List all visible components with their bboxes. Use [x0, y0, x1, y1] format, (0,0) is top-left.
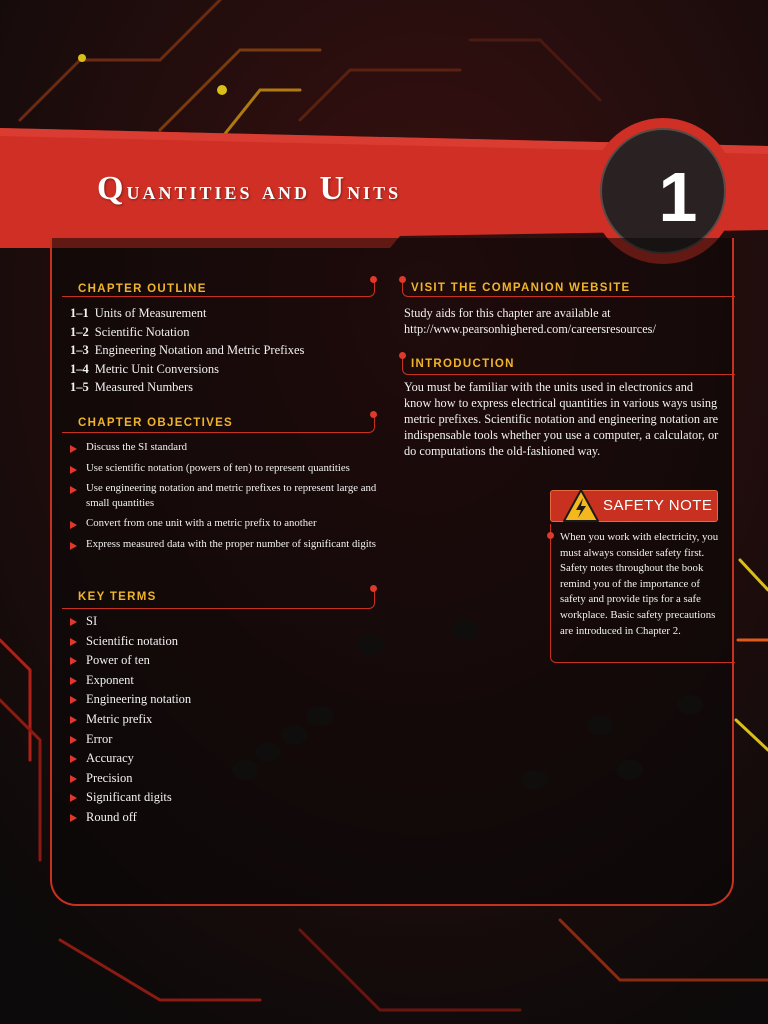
key-term: Accuracy [70, 749, 191, 769]
objective-item: Convert from one unit with a metric prefix to another [70, 516, 380, 531]
website-heading-dot [399, 276, 406, 283]
key-term: Scientific notation [70, 632, 191, 652]
objectives-heading-dot [370, 411, 377, 418]
warning-high-voltage-icon [562, 488, 600, 524]
objectives-heading: CHAPTER OBJECTIVES [78, 417, 234, 429]
outline-item: 1–2 Scientific Notation [70, 324, 190, 339]
outline-item: 1–5 Measured Numbers [70, 380, 193, 394]
safety-note-text: When you work with electricity, you must always consider safety first. Safety notes throughout the book remind you of the importance of safety and provide tips for a safe workplace. Basic safety precautions are introduced in Chapter 2. [560, 531, 719, 637]
key-terms-heading: KEY TERMS [78, 591, 157, 603]
outline-item: 1–1 Units of Measurement [70, 306, 207, 320]
objective-item: Discuss the SI standard [70, 440, 380, 455]
key-terms-list [70, 612, 191, 828]
introduction-text: You must be familiar with the units used in electronics and know how to express electrical quantities in various ways using metric prefixes. Scientific notation and engineering notation are indispensable tools whether you use a computer, a calculator, or do computations the old-fashioned way. [404, 380, 719, 458]
chapter-title: Quantities and Units [97, 170, 402, 207]
key-term: SI [70, 612, 191, 632]
key-term: Power of ten [70, 651, 191, 671]
introduction-heading-dot [399, 352, 406, 359]
objective-item: Use engineering notation and metric prefixes to represent large and small quantities [70, 481, 380, 510]
key-term: Error [70, 730, 191, 750]
safety-note-dot [547, 532, 554, 539]
chapter-number: 1 [658, 158, 698, 236]
outline-heading-dot [370, 276, 377, 283]
outline-heading: CHAPTER OUTLINE [78, 283, 207, 295]
key-terms-heading-dot [370, 585, 377, 592]
website-text: Study aids for this chapter are available at [404, 306, 611, 320]
safety-note-label: SAFETY NOTE [603, 497, 713, 514]
key-term: Metric prefix [70, 710, 191, 730]
introduction-heading: INTRODUCTION [411, 358, 515, 370]
key-term: Significant digits [70, 788, 191, 808]
key-term: Precision [70, 769, 191, 789]
key-term: Exponent [70, 671, 191, 691]
objective-item: Express measured data with the proper number of significant digits [70, 537, 380, 552]
website-heading: VISIT THE COMPANION WEBSITE [411, 282, 631, 294]
objectives-list [70, 440, 380, 557]
objective-item: Use scientific notation (powers of ten) to represent quantities [70, 461, 380, 476]
outline-list [70, 304, 304, 397]
key-term: Engineering notation [70, 690, 191, 710]
website-url[interactable]: http://www.pearsonhighered.com/careersresources/ [404, 322, 656, 336]
outline-item: 1–4 Metric Unit Conversions [70, 361, 220, 376]
key-term: Round off [70, 808, 191, 828]
outline-item: 1–3 Engineering Notation and Metric Prefixes [70, 343, 305, 357]
